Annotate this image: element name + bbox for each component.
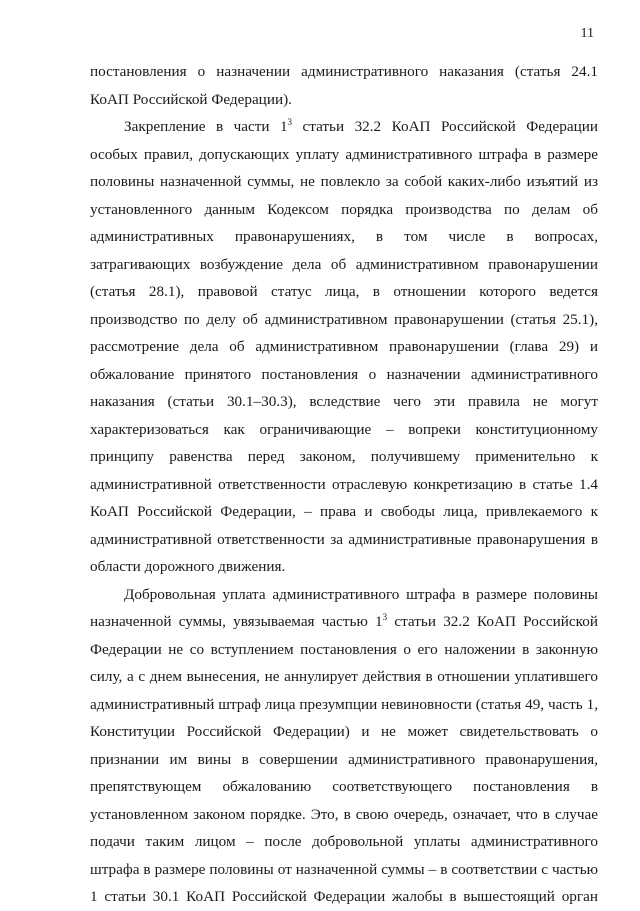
paragraph	[90, 581, 598, 911]
text-line: административной ответственности отраслевую конкретизацию в статье 1.4	[90, 475, 598, 493]
text-line: принципу равенства перед законом, получившему применительно к	[90, 448, 598, 465]
text-fragment: статьи 32.2 КоАП Российской Федерации	[292, 118, 598, 135]
text-line: области дорожного движения.	[90, 558, 286, 575]
paragraph	[90, 113, 598, 581]
text-line: (статья 28.1), правовой статус лица, в отношении которого ведется	[90, 283, 598, 300]
text-line: силу, а с днем вынесения, не аннулирует действия в отношении уплатившего	[90, 668, 598, 685]
superscript: 3	[287, 117, 293, 127]
text-line: обжалование принятого постановления о назначении административного	[90, 365, 598, 383]
text-line: установленного данным Кодексом порядка производства по делам об	[90, 200, 598, 218]
text-line: признании им вины в совершении административного правонарушения,	[90, 750, 598, 768]
text-line: Конституции Российской Федерации) и не может свидетельствовать о	[90, 723, 598, 740]
text-line: затрагивающих возбуждение дела об административном правонарушении	[90, 255, 598, 273]
text-line: особых правил, допускающих уплату административного штрафа в размере	[90, 145, 598, 163]
superscript: 3	[382, 612, 388, 622]
text-line: административный штраф лица презумпции невиновности (статья 49, часть 1,	[90, 695, 598, 713]
text-line: административных правонарушениях, в том числе в вопросах,	[90, 228, 598, 245]
text-line: КоАП Российской Федерации, – права и свободы лица, привлекаемого к	[90, 503, 598, 520]
page-number: 11	[580, 26, 594, 41]
text-line: препятствующем обжалованию соответствующего постановления в	[90, 778, 598, 795]
text-line: производство по делу об административном правонарушении (статья 25.1),	[90, 310, 598, 328]
text-line: КоАП Российской Федерации).	[90, 90, 292, 108]
text-line: установленном законом порядке. Это, в свою очередь, означает, что в случае	[90, 805, 598, 823]
text-line: Добровольная уплата административного штрафа в размере половины	[124, 585, 598, 603]
text-line: 1 статьи 30.1 КоАП Российской Федерации жалобы в вышестоящий орган	[90, 888, 598, 905]
text-line: подачи таким лицом – после добровольной уплаты административного	[90, 833, 598, 850]
text-line: Федерации не со вступлением постановления о его наложении в законную	[90, 640, 598, 658]
text-line: постановления о назначении административного наказания (статья 24.1	[90, 63, 598, 80]
text-line	[90, 113, 598, 141]
text-fragment: назначенной суммы, увязываемая частью 1	[90, 613, 383, 630]
text-fragment: Закрепление в части 1	[124, 118, 288, 135]
text-line: штрафа в размере половины от назначенной суммы – в соответствии с частью	[90, 860, 598, 878]
text-line	[90, 608, 598, 636]
paragraph	[90, 58, 598, 113]
text-line: половины назначенной суммы, не повлекло за собой каких-либо изъятий из	[90, 173, 598, 190]
text-fragment: статьи 32.2 КоАП Российской	[387, 613, 598, 630]
text-line: рассмотрение дела об административном правонарушении (глава 29) и	[90, 338, 598, 355]
text-line: характеризоваться как ограничивающие – вопреки конституционному	[90, 420, 598, 438]
text-line: наказания (статьи 30.1–30.3), вследствие чего эти правила не могут	[90, 393, 598, 410]
document-body	[90, 58, 598, 911]
text-line: административной ответственности за административные правонарушения в	[90, 530, 598, 548]
